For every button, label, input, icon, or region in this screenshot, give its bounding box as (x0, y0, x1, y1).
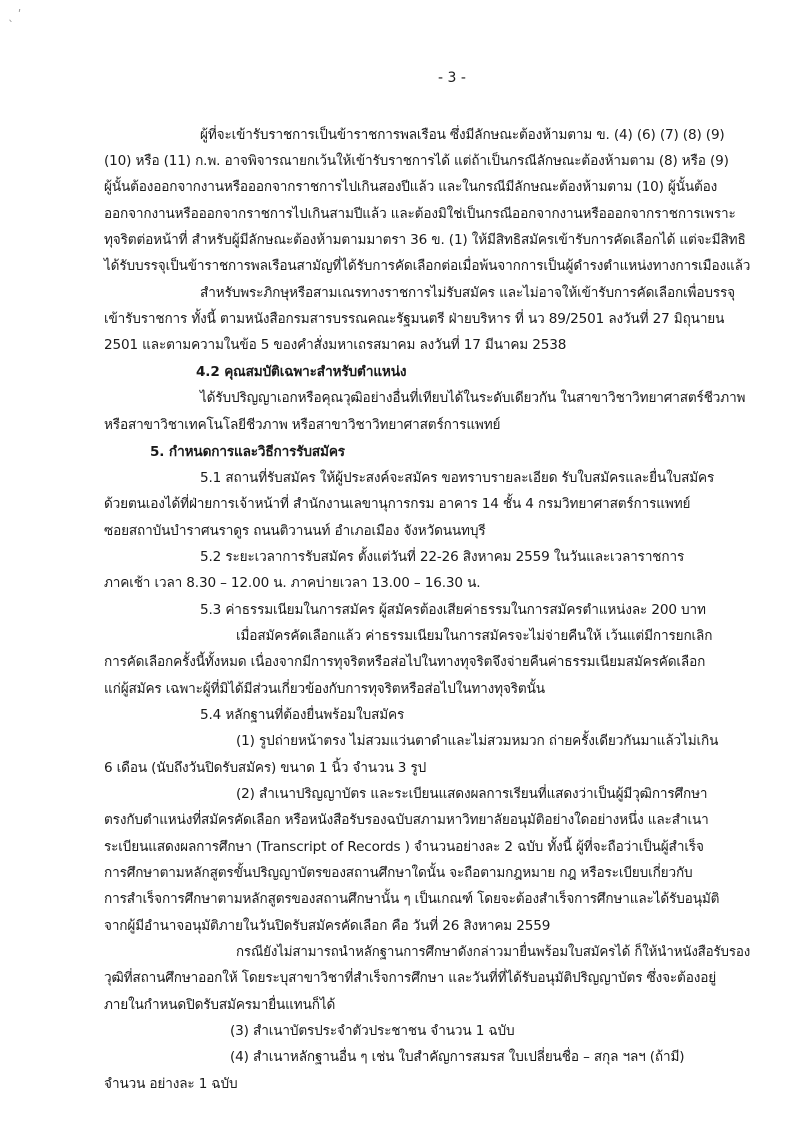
text-line: ตรงกับตำแหน่งที่สมัครคัดเลือก หรือหนังสือรับรองฉบับสภามหาวิทยาลัยอนุมัติอย่างใดอย่างหนึ่ง และสำเนา (104, 812, 709, 828)
text-line: ซอยสถาบันบำราศนราดูร ถนนติวานนท์ อำเภอเมือง จังหวัดนนทบุรี (104, 523, 486, 539)
text-line: สำหรับพระภิกษุหรือสามเณรทางราชการไม่รับสมัคร และไม่อาจให้เข้ารับการคัดเลือกเพื่อบรรจุ (200, 285, 735, 301)
text-line: (3) สำเนาบัตรประจำตัวประชาชน จำนวน 1 ฉบับ (230, 1023, 515, 1039)
text-line: จากผู้มีอำนาจอนุมัติภายในวันปิดรับสมัครคัดเลือก คือ วันที่ 26 สิงหาคม 2559 (104, 918, 551, 934)
text-line: การคัดเลือกครั้งนี้ทั้งหมด เนื่องจากมีการทุจริตหรือส่อไปในทางทุจริตจึงจ่ายคืนค่าธรรมเนียมสมัครคัดเลือก (104, 654, 706, 670)
text-line: การศึกษาตามหลักสูตรขั้นปริญญาบัตรของสถานศึกษาใดนั้น จะถือตามกฎหมาย กฎ หรือระเบียบเกี่ยวกับ (104, 865, 693, 881)
text-line: หรือสาขาวิชาเทคโนโลยีชีวภาพ หรือสาขาวิชาวิทยาศาสตร์การแพทย์ (104, 417, 501, 433)
text-line: เข้ารับราชการ ทั้งนี้ ตามหนังสือกรมสารบรรณคณะรัฐมนตรี ฝ่ายบริหาร ที่ นว 89/2501 ลงวันที่ 27 มิถุนายน (104, 311, 725, 327)
text-line: (2) สำเนาปริญญาบัตร และระเบียนแสดงผลการเรียนที่แสดงว่าเป็นผู้มีวุฒิการศึกษา (236, 786, 708, 802)
section-heading-5: 5. กำหนดการและวิธีการรับสมัคร (150, 444, 345, 460)
text-line: การสำเร็จการศึกษาตามหลักสูตรของสถานศึกษานั้น ๆ เป็นเกณฑ์ โดยจะต้องสำเร็จการศึกษาและได้รับอนุมัติ (104, 891, 720, 907)
text-line: 2501 และตามความในข้อ 5 ของคำสั่งมหาเถรสมาคม ลงวันที่ 17 มีนาคม 2538 (104, 337, 567, 353)
text-line: แก่ผู้สมัคร เฉพาะผู้ที่มิได้มีส่วนเกี่ยวข้องกับการทุจริตหรือส่อไปในทางทุจริตนั้น (104, 681, 545, 697)
text-line: (10) หรือ (11) ก.พ. อาจพิจารณายกเว้นให้เข้ารับราชการได้ แต่ถ้าเป็นกรณีลักษณะต้องห้ามตาม (8) หรือ (9) (104, 153, 729, 169)
text-line: ด้วยตนเองได้ที่ฝ่ายการเจ้าหน้าที่ สำนักงานเลขานุการกรม อาคาร 14 ชั้น 4 กรมวิทยาศาสตร์การแพทย์ (104, 496, 691, 512)
text-line: (4) สำเนาหลักฐานอื่น ๆ เช่น ใบสำคัญการสมรส ใบเปลี่ยนชื่อ – สกุล ฯลฯ (ถ้ามี) (230, 1049, 685, 1065)
text-line: 5.3 ค่าธรรมเนียมในการสมัคร ผู้สมัครต้องเสียค่าธรรมในการสมัครตำแหน่งละ 200 บาท (200, 602, 706, 618)
text-line: ออกจากงานหรือออกจากราชการไปเกินสามปีแล้ว และต้องมิใช่เป็นกรณีออกจากงานหรือออกจากราชการเพราะ (104, 206, 736, 222)
text-line: ภาคเช้า เวลา 8.30 – 12.00 น. ภาคบ่ายเวลา 13.00 – 16.30 น. (104, 575, 481, 591)
text-line: 5.1 สถานที่รับสมัคร ให้ผู้ประสงค์จะสมัคร ขอทราบรายละเอียด รับใบสมัครและยื่นใบสมัคร (200, 470, 715, 486)
text-line: ผู้ที่จะเข้ารับราชการเป็นข้าราชการพลเรือน ซึ่งมีลักษณะต้องห้ามตาม ข. (4) (6) (7) (8) (9) (200, 127, 725, 143)
text-line: วุฒิที่สถานศึกษาออกให้ โดยระบุสาขาวิชาที่สำเร็จการศึกษา และวันที่ที่ได้รับอนุมัติปริญญาบัตร ซึ่งจะต้องอยู่ (104, 970, 717, 986)
text-line: ภายในกำหนดปิดรับสมัครมายื่นแทนก็ได้ (104, 997, 336, 1013)
text-line: 5.4 หลักฐานที่ต้องยื่นพร้อมใบสมัคร (200, 707, 405, 723)
section-heading-4-2: 4.2 คุณสมบัติเฉพาะสำหรับตำแหน่ง (196, 364, 407, 380)
text-line: ได้รับปริญญาเอกหรือคุณวุฒิอย่างอื่นที่เทียบได้ในระดับเดียวกัน ในสาขาวิชาวิทยาศาสตร์ชีวภาพ (200, 390, 746, 406)
text-line: (1) รูปถ่ายหน้าตรง ไม่สวมแว่นตาดำและไม่สวมหมวก ถ่ายครั้งเดียวกันมาแล้วไม่เกิน (236, 733, 719, 749)
text-line: ระเบียนแสดงผลการศึกษา (Transcript of Records ) จำนวนอย่างละ 2 ฉบับ ทั้งนี้ ผู้ที่จะถือว่าเป็นผู้สำเร็จ (104, 839, 704, 855)
text-line: ได้รับบรรจุเป็นข้าราชการพลเรือนสามัญที่ได้รับการคัดเลือกต่อเมื่อพ้นจากการเป็นผู้ดำรงตำแหน่งทางการเมืองแล้ว (104, 258, 751, 274)
scan-artifact-mark: ˎ ʹ (8, 8, 22, 22)
text-line: เมื่อสมัครคัดเลือกแล้ว ค่าธรรมเนียมในการสมัครจะไม่จ่ายคืนให้ เว้นแต่มีการยกเลิก (236, 628, 713, 644)
text-line: 5.2 ระยะเวลาการรับสมัคร ตั้งแต่วันที่ 22-26 สิงหาคม 2559 ในวันและเวลาราชการ (200, 549, 685, 565)
text-line: จำนวน อย่างละ 1 ฉบับ (104, 1076, 238, 1092)
text-line: ทุจริตต่อหน้าที่ สำหรับผู้มีลักษณะต้องห้ามตามมาตรา 36 ข. (1) ให้มีสิทธิสมัครเข้ารับการคัดเลือกได้ แต่จะมีสิทธิ (104, 232, 746, 248)
text-line: กรณียังไม่สามารถนำหลักฐานการศึกษาดังกล่าวมายื่นพร้อมใบสมัครได้ ก็ให้นำหนังสือรับรอง (236, 944, 751, 960)
page-number: - 3 - (438, 70, 466, 86)
text-line: 6 เดือน (นับถึงวันปิดรับสมัคร) ขนาด 1 นิ้ว จำนวน 3 รูป (104, 760, 427, 776)
text-line: ผู้นั้นต้องออกจากงานหรือออกจากราชการไปเกินสองปีแล้ว และในกรณีมีลักษณะต้องห้ามตาม (10) ผู้นั้นต้อง (104, 179, 718, 195)
